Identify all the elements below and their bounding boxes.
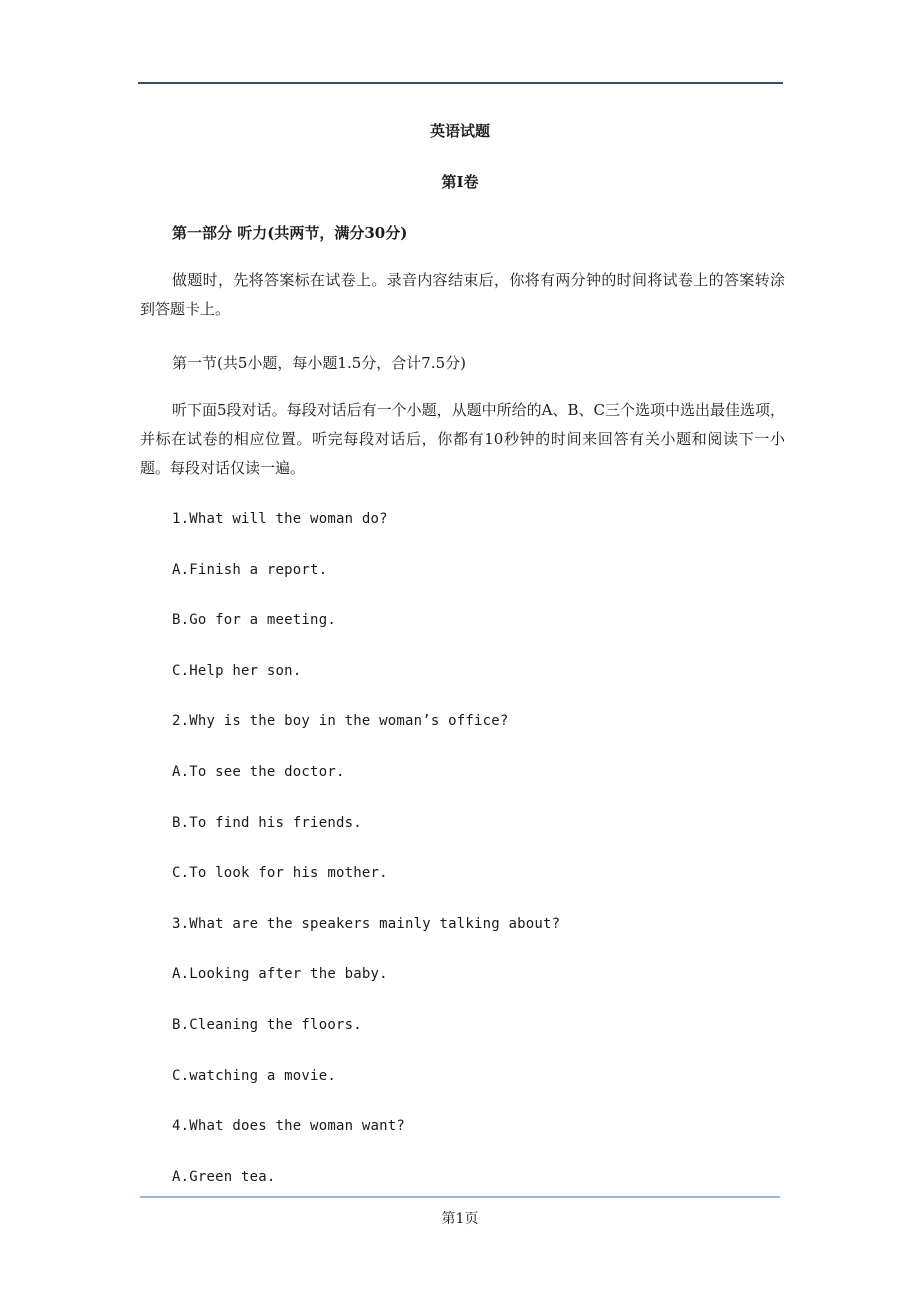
option-2c: C.To look for his mother. (172, 865, 388, 881)
question-4: 4.What does the woman want? (172, 1118, 405, 1134)
question-1: 1.What will the woman do? (172, 511, 388, 527)
instructions-paragraph: 做题时，先将答案标在试卷上。录音内容结束后，你将有两分钟的时间将试卷上的答案转涂到答题卡上。 (140, 271, 785, 318)
option-3b: B.Cleaning the floors. (172, 1017, 362, 1033)
top-rule (138, 82, 783, 84)
option-2b: B.To find his friends. (172, 815, 362, 831)
section-instructions-paragraph: 听下面5段对话。每段对话后有一个小题，从题中所给的A、B、C三个选项中选出最佳选项，并标在试卷的相应位置。听完每段对话后，你都有10秒钟的时间来回答有关小题和阅读下一小题。每段对话仅读一遍。 (140, 401, 785, 477)
option-1a: A.Finish a report. (172, 562, 328, 578)
volume-heading: 第Ⅰ卷 (441, 173, 479, 191)
option-2a: A.To see the doctor. (172, 764, 345, 780)
question-2: 2.Why is the boy in the woman’s office? (172, 713, 509, 729)
bottom-rule (140, 1196, 780, 1198)
option-3c: C.watching a movie. (172, 1068, 336, 1084)
option-3a: A.Looking after the baby. (172, 966, 388, 982)
section-heading: 第一节(共5小题，每小题1.5分，合计7.5分) (172, 354, 466, 372)
part-heading: 第一部分 听力(共两节，满分30分) (172, 224, 408, 242)
question-3: 3.What are the speakers mainly talking about? (172, 916, 561, 932)
option-1c: C.Help her son. (172, 663, 302, 679)
option-4a: A.Green tea. (172, 1169, 276, 1185)
option-1b: B.Go for a meeting. (172, 612, 336, 628)
page-title: 英语试题 (429, 122, 490, 140)
page-number: 第1页 (441, 1211, 479, 1227)
